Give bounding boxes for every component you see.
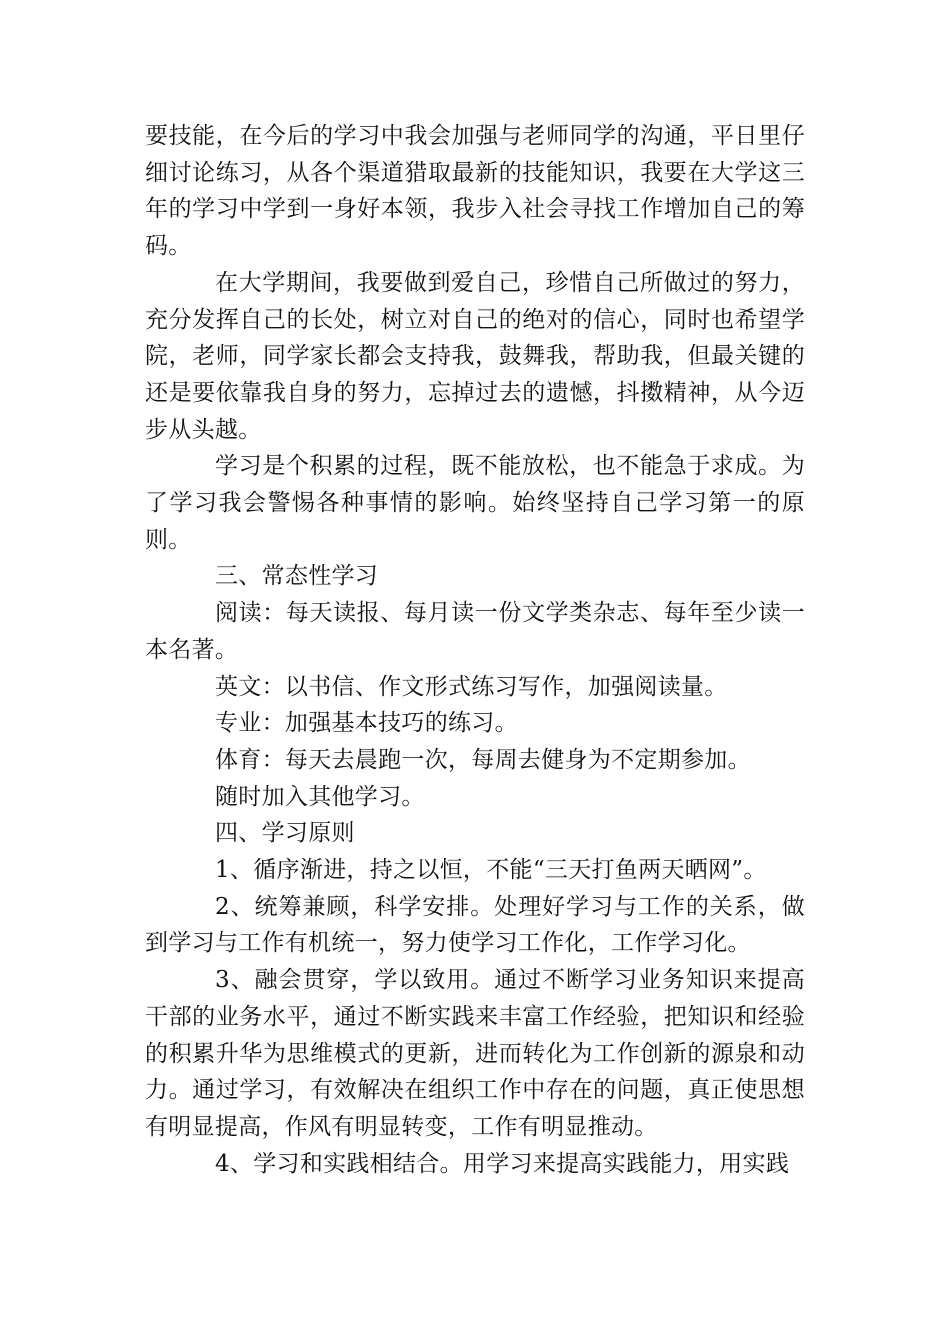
principle-item-4: 4、学习和实践相结合。用学习来提高实践能力，用实践 [215, 1150, 790, 1177]
section-heading-study-principles: 四、学习原则 [215, 820, 355, 847]
paragraph-other-study: 随时加入其他学习。 [215, 783, 425, 810]
section-heading-routine-study: 三、常态性学习 [215, 563, 379, 590]
paragraph-major: 专业：加强基本技巧的练习。 [215, 710, 518, 737]
paragraph-learning-process: 学习是个积累的过程，既不能放松，也不能急于求成。为了学习我会警惕各种事情的影响。始终坚持自己学习第一的原则。 [145, 453, 805, 553]
principle-item-3: 3、融会贯穿，学以致用。通过不断学习业务知识来提高干部的业务水平，通过不断实践来丰富工作经验，把知识和经验的积累升华为思维模式的更新，进而转化为工作创新的源泉和动力。通过学习，有效解决在组织工作中存在的问题，真正使思想有明显提高，作风有明显转变，工作有明显推动。 [145, 967, 805, 1140]
principle-item-1: 1、循序渐进，持之以恒，不能“三天打鱼两天晒网”。 [215, 857, 767, 884]
paragraph-reading: 阅读：每天读报、每月读一份文学类杂志、每年至少读一本名著。 [145, 600, 805, 663]
principle-item-2: 2、统筹兼顾，科学安排。处理好学习与工作的关系，做到学习与工作有机统一，努力使学习工作化，工作学习化。 [145, 893, 805, 957]
paragraph-english: 英文：以书信、作文形式练习写作，加强阅读量。 [215, 673, 728, 700]
document-body [145, 118, 805, 1182]
paragraph-continuation: 要技能，在今后的学习中我会加强与老师同学的沟通，平日里仔细讨论练习，从各个渠道猎取最新的技能知识，我要在大学这三年的学习中学到一身好本领，我步入社会寻找工作增加自己的筹码。 [145, 123, 805, 260]
paragraph-sports: 体育：每天去晨跑一次，每周去健身为不定期参加。 [215, 746, 751, 773]
paragraph-university-period: 在大学期间，我要做到爱自己，珍惜自己所做过的努力，充分发挥自己的长处，树立对自己的绝对的信心，同时也希望学院，老师，同学家长都会支持我，鼓舞我，帮助我，但最关键的还是要依靠我自身的努力，忘掉过去的遗憾，抖擞精神，从今迈步从头越。 [145, 269, 805, 443]
